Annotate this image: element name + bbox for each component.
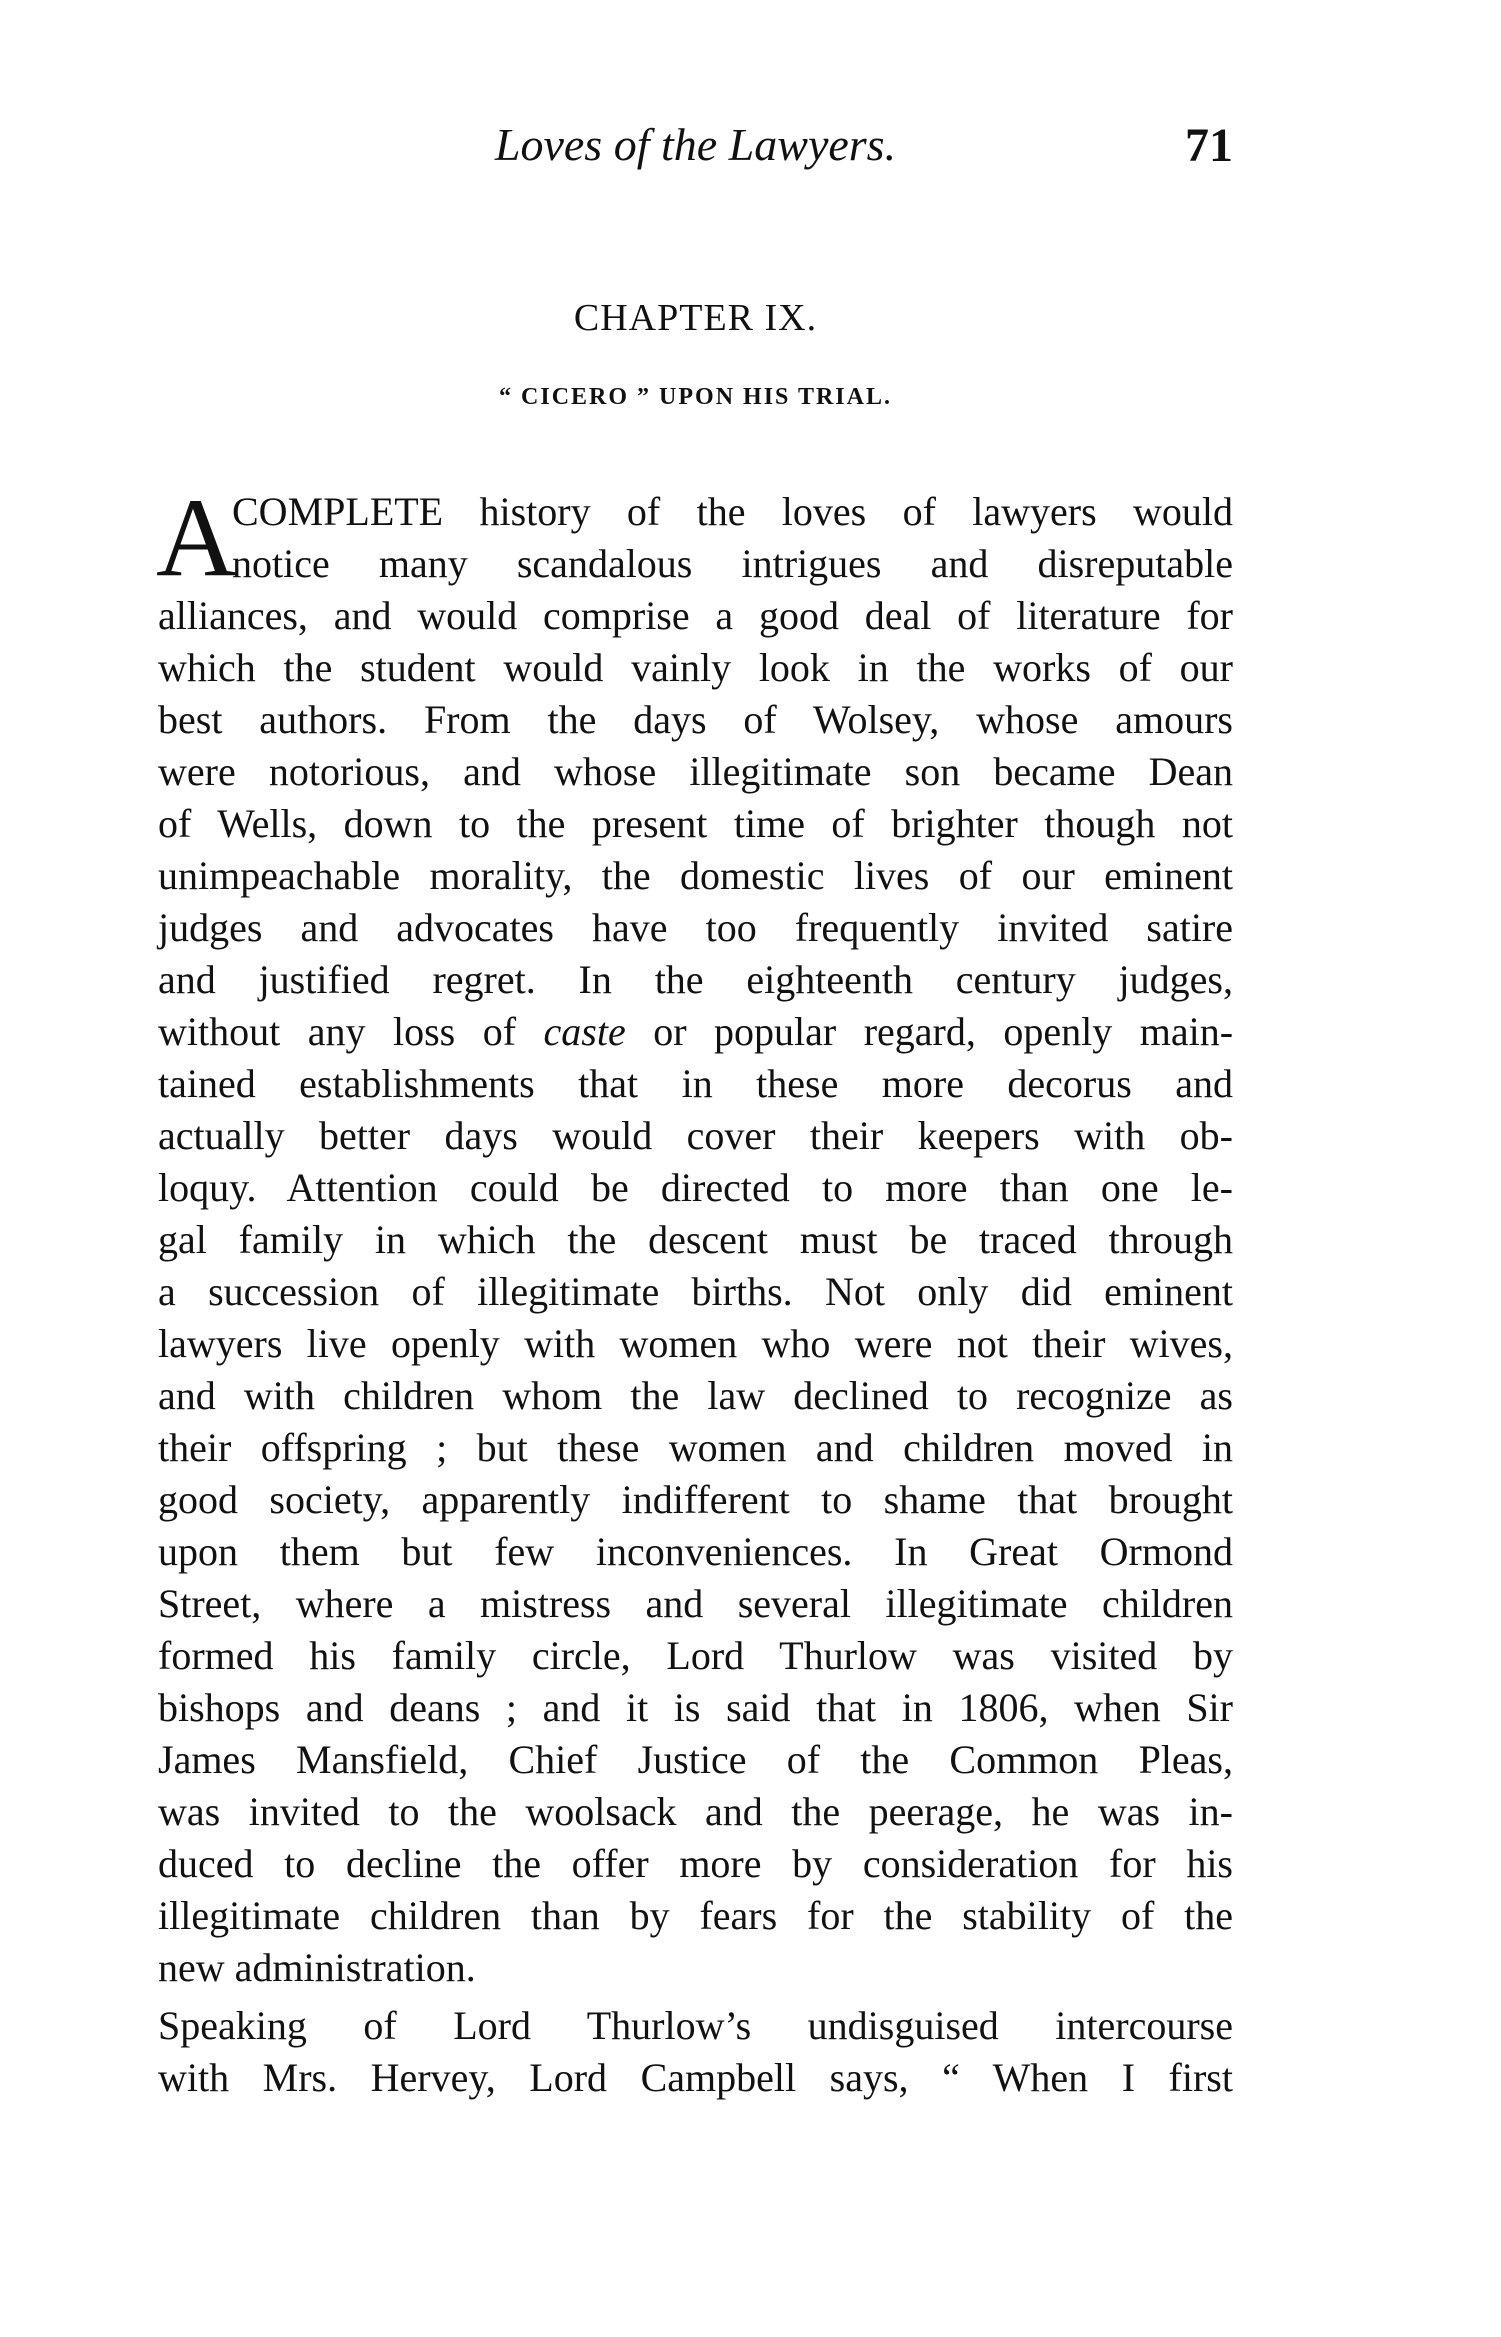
text-line: and justified regret. In the eighteenth century judges,: [158, 957, 1233, 1002]
text-line: were notorious, and whose illegitimate son became Dean: [158, 749, 1233, 794]
text-line: and with children whom the law declined to recognize as: [158, 1373, 1233, 1418]
text-line: COMPLETE history of the loves of lawyers would: [232, 489, 1233, 534]
text-segment: without any loss of: [158, 1009, 517, 1054]
text-line: their offspring ; but these women and children moved in: [158, 1425, 1233, 1470]
text-line: James Mansfield, Chief Justice of the Common Pleas,: [158, 1737, 1233, 1782]
text-line: loquy. Attention could be directed to more than one le-: [158, 1165, 1233, 1210]
paragraph-2: [158, 2000, 1233, 2104]
text-line: of Wells, down to the present time of brighter though not: [158, 801, 1233, 846]
page-number: 71: [1185, 119, 1233, 172]
text-segment: or popular regard, openly main-: [653, 1009, 1234, 1054]
text-line: alliances, and would comprise a good deal of literature for: [158, 593, 1233, 638]
text-line: a succession of illegitimate births. Not only did eminent: [158, 1269, 1233, 1314]
text-line: best authors. From the days of Wolsey, whose amours: [158, 697, 1233, 742]
running-head: [158, 118, 1233, 178]
text-line: new administration.: [158, 1945, 476, 1990]
text-line: good society, apparently indifferent to shame that brought: [158, 1477, 1233, 1522]
text-line: [158, 1006, 1233, 1058]
text-line: unimpeachable morality, the domestic lives of our eminent: [158, 853, 1233, 898]
text-line: notice many scandalous intrigues and disreputable: [232, 541, 1233, 586]
text-line: tained establishments that in these more decorus and: [158, 1061, 1233, 1106]
text-line: gal family in which the descent must be traced through: [158, 1217, 1233, 1262]
body-text: [156, 476, 1234, 2104]
italic-word: caste: [543, 1009, 626, 1054]
text-line: bishops and deans ; and it is said that in 1806, when Sir: [158, 1685, 1233, 1730]
text-line: judges and advocates have too frequently invited satire: [158, 905, 1233, 950]
text-line: Speaking of Lord Thurlow’s undisguised intercourse: [158, 2003, 1233, 2048]
drop-cap: A: [156, 476, 237, 600]
text-line: was invited to the woolsack and the peerage, he was in-: [158, 1789, 1233, 1834]
text-line: with Mrs. Hervey, Lord Campbell says, “ When I first: [158, 2055, 1233, 2100]
text-line: formed his family circle, Lord Thurlow was visited by: [158, 1633, 1233, 1678]
text-line: upon them but few inconveniences. In Great Ormond: [158, 1529, 1233, 1574]
text-line: Street, where a mistress and several illegitimate children: [158, 1581, 1233, 1626]
chapter-subtitle: “ CICERO ” UPON HIS TRIAL.: [499, 384, 892, 410]
running-head-title: Loves of the Lawyers.: [494, 119, 897, 170]
paragraph-1: [156, 476, 1234, 1994]
text-line: illegitimate children than by fears for the stability of the: [158, 1893, 1233, 1938]
text-line: lawyers live openly with women who were not their wives,: [158, 1321, 1233, 1366]
text-line: actually better days would cover their keepers with ob-: [158, 1113, 1233, 1158]
chapter-heading: CHAPTER IX.: [573, 297, 818, 339]
text-line: duced to decline the offer more by consideration for his: [158, 1841, 1233, 1886]
text-line: which the student would vainly look in the works of our: [158, 645, 1233, 690]
